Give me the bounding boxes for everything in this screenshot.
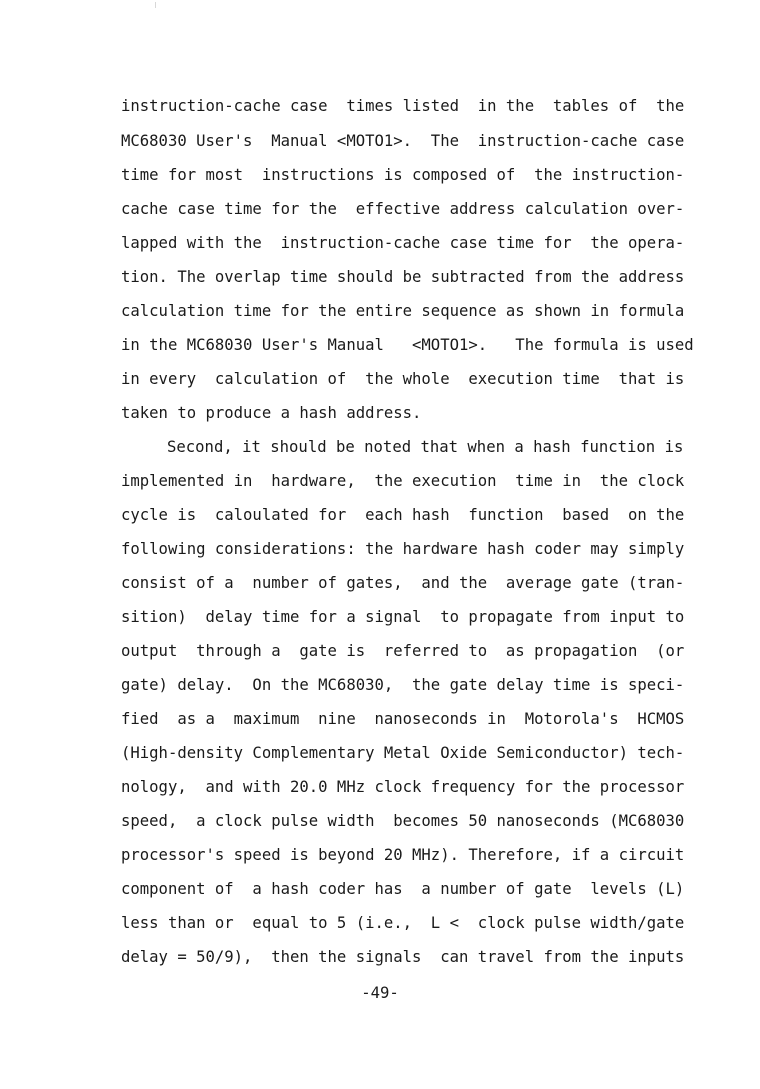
text-line: taken to produce a hash address. bbox=[121, 404, 422, 422]
text-line: cache case time for the effective address calculation over- bbox=[121, 200, 685, 218]
text-line: lapped with the instruction-cache case time for the opera- bbox=[121, 234, 685, 252]
page-number: -49- bbox=[361, 984, 399, 1002]
text-line: in the MC68030 User's Manual <MOTO1>. The formula is used bbox=[121, 336, 694, 354]
text-line: processor's speed is beyond 20 MHz). Therefore, if a circuit bbox=[121, 846, 685, 864]
text-line: nology, and with 20.0 MHz clock frequency for the processor bbox=[121, 778, 685, 796]
text-line: (High-density Complementary Metal Oxide Semiconductor) tech- bbox=[121, 744, 685, 762]
text-line: cycle is caloulated for each hash function based on the bbox=[121, 506, 685, 524]
text-line: component of a hash coder has a number of gate levels (L) bbox=[121, 880, 685, 898]
text-line: calculation time for the entire sequence as shown in formula bbox=[121, 302, 685, 320]
text-line: delay = 50/9), then the signals can travel from the inputs bbox=[121, 948, 685, 966]
scan-mark bbox=[155, 2, 156, 8]
text-line: tion. The overlap time should be subtracted from the address bbox=[121, 268, 685, 286]
text-line: speed, a clock pulse width becomes 50 nanoseconds (MC68030 bbox=[121, 812, 685, 830]
text-line: fied as a maximum nine nanoseconds in Motorola's HCMOS bbox=[121, 710, 685, 728]
text-line: MC68030 User's Manual <MOTO1>. The instruction-cache case bbox=[121, 132, 685, 150]
text-line: consist of a number of gates, and the average gate (tran- bbox=[121, 574, 685, 592]
text-line: sition) delay time for a signal to propagate from input to bbox=[121, 608, 685, 626]
text-line: gate) delay. On the MC68030, the gate delay time is speci- bbox=[121, 676, 685, 694]
text-line: instruction-cache case times listed in the tables of the bbox=[121, 97, 685, 115]
text-line: in every calculation of the whole execution time that is bbox=[121, 370, 685, 388]
paragraph-first-line: Second, it should be noted that when a hash function is bbox=[167, 438, 684, 456]
text-line: implemented in hardware, the execution time in the clock bbox=[121, 472, 685, 490]
text-line: following considerations: the hardware hash coder may simply bbox=[121, 540, 685, 558]
text-line: output through a gate is referred to as propagation (or bbox=[121, 642, 685, 660]
text-line: less than or equal to 5 (i.e., L < clock pulse width/gate bbox=[121, 914, 685, 932]
text-line: time for most instructions is composed of the instruction- bbox=[121, 166, 685, 184]
